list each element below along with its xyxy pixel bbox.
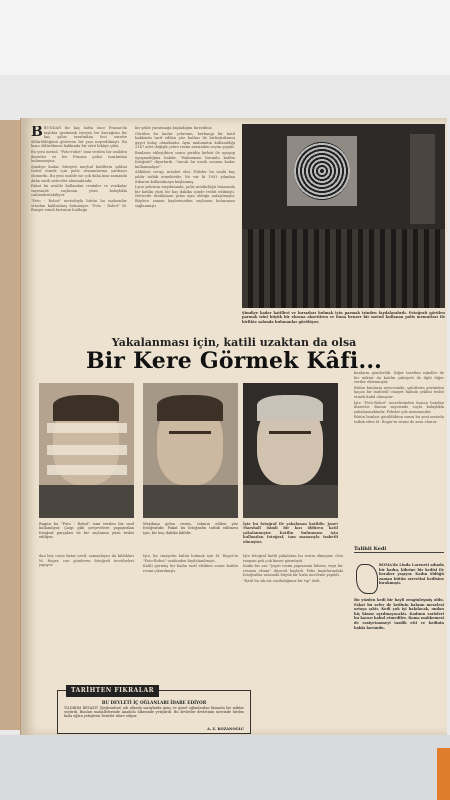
paragraph: İşte "Foto-Robot" meselesinden kısaca bundan ibarettir. Bunun sayesinde suçlu kolaylıkla yakalanmaktadır. Polisler çok memnundur. [354,400,444,414]
portrait-body [143,485,238,518]
talihli-kedi-body: Bu yüzden kedi bir hayli zenginleşmiş oldu. Fakat bu sefer de kedinin bakımı meselesi ortaya çıktı. Kedi çok iyi bakılacak, ondan hiç kimse ayrılmayacaktı. Kadının varisleri bu kararı kabul etmediler. Roma mahkemesi de vasiyetnameyi tasdik etti ve kedinin hakkı korundu. [354,598,444,630]
paragraph: İşte fotoğraf katili yakalatan bu resim olmuştur. Onu tanıyan pek çok kimse görmüştü. [243,554,343,563]
paragraph: Bütün bunları görüldükten sonra bu yeni metodu tatbik eden M. Roger'in resmi de arzu olunur. [354,415,444,424]
article-kicker: Yakalanması için, katili uzaktan da olsa [111,336,357,349]
photo-robot-composite [39,383,134,518]
paragraph: dan bey ceme katar nevil, zamanlayıcı da kıldıkları M. Roger, can gönderen fotoğrafı tecrübeleri yapıyor. [39,554,134,568]
orange-corner [437,748,450,800]
paragraph: Bu yeni metod, "Foto-robot" ismi verilen bir usulden ibarettir ve bir Fransız polisi tarafından bulunmuştur. [31,149,127,164]
paragraph: bir şekle yaratmağa başladığını farzediniz. [135,126,213,130]
background-bottom [0,735,450,800]
paragraph: Fakat bu usulde kullanılan resimler ve vesikalar sayesinde suçlunun yüzü kolaylıkla canlandırılabiliyor. [31,184,127,198]
fikra-body: YILDIRIM BEYAZIT (Şeyhzadesi) adı altında saraylarda genç ve güzel oğlanlardan lüzumlu bir miktar seçtirdi. Bunları mahallelerinde Anadolu ülkesinde yetiştirdi. Bu devletler devletinin üzerinde birden fazla oğlan yetiştiren Vezirler idare ediyor. [64,706,244,719]
photo-audience [242,229,445,308]
paragraph: BBUNDAN bir kaç hafta önce Fransa'da taşlıkta gezinmek isteyen bir kızcağızın bir kaç şahıs tarafından feci surette öldürüldüğünü gösteren bir yazı neşredilmişti. Bu kızın öldürülmesi hakkında bir sürü hikâye çıktı. [31,126,127,149]
body-column-left [39,554,134,574]
magazine-page [20,118,447,736]
resulting-portrait-photo [143,383,238,518]
paragraph: Bunların ekleştikten sonra şeridin birbiri ile uyuşup uyuşmadığına bakılır. "Bulunması lüzumlu katilin fotoğrafı" diyorlardı. "Ancak bu usulü sonuna kadar kullanmalıyız". [135,150,235,169]
composite-strip [47,423,127,433]
killer-body [243,485,338,518]
caption-composite: Bugün bu "Foto - Robot" ismi verilen bir usul kullanılıyor. Çizgi gibi çerçevelere yapıştırılan fotoğraf parçaları ile bir suçlunun yüzü tesbit ediliyor. [39,522,134,540]
photo-lamp [410,134,435,224]
fikra-author: A. Z. KOZANOĞLU [207,727,244,731]
right-article-column [354,371,444,426]
tarihten-fikralar-banner: TARİHTEN FIKRALAR [66,685,159,697]
paragraph: Görülen bu kadar çehrenin, herhangi bir katil hakkında tarif edilen yüz hatları ile birleştirilmesi gayet kolay olmaktadır. Aynı malumatın kullanıldığı 2147 adet değişik çehre resmi arasından seçim yapılır. [135,131,235,150]
killer-hair [257,395,323,421]
top-photo-caption: Şimdiye kadar katilleri ve hırsızları bulmak için parmak izinden faydalanılırdı. Fotoğrafı görülen parmak izini büyük bir ekrana aksettiren ve buna benzer bir metod kullanan polis memurları ile birlikte salonda bulunanlar görülüyor. [242,311,445,324]
fikra-title: BU DEVLETİ İÇ OĞLANLARI İDARE EDİYOR [101,700,207,705]
background-top [0,0,450,75]
caption-portrait: Meydana gelen resim, tahmin edilen yüz fotoğrafıdır. Fakat bu fotoğrafın tatbik edilmesi için, bir kaç dakika kâfidir. [143,522,238,535]
caption-killer: İşte bu fotoğraf ile yakalanan katildir. Janet Marshall isimli bir kızı öldüren katil yakalanmıştır. Katilin bulunması için kullanılan fotoğraf, tam manasıyla isabetli olmuştur. [243,522,338,544]
talihli-kedi-title: Talihli Kedi [354,546,444,553]
paragraph: Aldıkları cevap, müsbet olur. Polisler bu usulü kaç yıldır tatbik etmektedir. Ne var ki 1953 yılından itibaren kullanılmaya başlanmış. [135,170,235,184]
paragraph: Kadın bir ara "Şayet resim yapmasını bilsem, veya bir ressam olsam" diyerek başladı. Polis kayıtlarındaki fotoğraflar arasında büyük bir hızla inceleme yapıldı. [243,564,343,578]
paragraph: Lyon şehrinin meydanında, polis müdürlüğü binasında bir katilin yüzü bir kaç dakika içinde tesbit edilmişti. Neticede tutuklanan şahıs aynı olduğu anlaşılmıştır. Böylece zaman kaybetmeden suçlunun bulunması sağlanmıştı. [135,185,235,208]
body-column-right [243,554,343,734]
paragraph: Bütün bunların neticesinde, şahitlerin gözünden kaçan bir muhtelif cinayet failinin şeklini tesbit etmek kabil olmuştur. [354,385,444,399]
article-column-1 [31,126,127,336]
paragraph: "Katil bu sık sık rastladığımız bir tip" dedi. [243,578,321,583]
killer-photo [243,383,338,518]
paragraph: Katili görmüş bir kadın tarif ettikten sonra katilin resmi çıkarılmıştı. [143,564,238,573]
paragraph: "Foto - Robot" metoduyla bütün bu mahzurlar ortadan kaldırılmış bulunuyor. "Foto - Robot" M. Burger isimli birisinin bulduğu [31,198,127,213]
paragraph: İşte, bu cinayetin failini bulmak için M. Roger'in "Foto-Robot" usulünden faydalanılmıştı. [143,554,238,563]
composite-body [39,485,134,518]
fingerprint-projection-photo [242,124,445,308]
cat-drawing-icon [356,564,378,594]
fingerprint-image [294,142,350,200]
body-column-middle [143,554,238,574]
tarihten-fikralar-box [57,687,251,734]
composite-strip [47,465,127,475]
composite-hair [53,395,119,421]
paragraph: Şimdiye kadar, hüviyeti meçhul katillerin şeklini tesbit etmek için polis ressamlarına yardımcı olunurdu. Bu yeni usulde ise çok daha kısa zamanda daha sarih neticeler alınmaktadır. [31,164,127,183]
portrait-eyes [169,431,211,438]
killer-eyes [269,431,311,438]
talihli-kedi-intro: ROMA'da Linda Loreneti adında bir kadın, kibrine bir kedisi ile beraber yaşıyor. Kadın öldüğü zaman bütün servetini kedisine bırakmıştı. [379,563,444,586]
composite-strip [47,445,127,455]
article-column-2 [135,126,235,336]
portrait-hair [157,395,223,421]
magazine-spine [0,120,22,730]
paragraph: bunların gönderildi. Diğer taraftan eşkaller ile bir miktar da katilin şahsiyeti ile ilgili diğer veriler eklenmiştir. [354,371,444,385]
article-headline: Bir Kere Görmek Kâfi... [85,348,383,374]
